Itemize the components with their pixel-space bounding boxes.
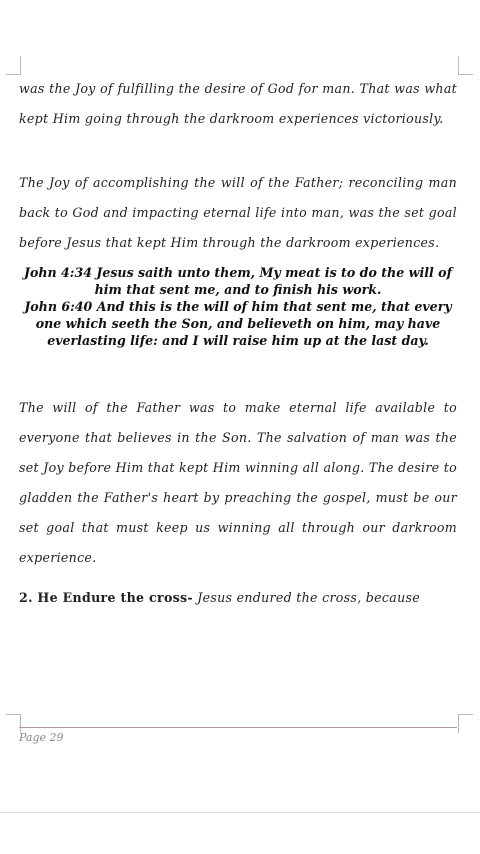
page-corner-mark-top-left (6, 56, 21, 75)
page-corner-mark-top-right (458, 56, 473, 75)
verse-john-6-40: John 6:40 And this is the will of him that sent me, that every one which seeth the Son, and believeth on him, may have everlasting life: and I will raise him up at the last day. (24, 299, 452, 348)
paragraph: The Joy of accomplishing the will of the Father; reconciling man back to God and impacting eternal life into man, was the set goal before Jesus that kept Him through the darkroom experiences. (19, 175, 457, 250)
point-2-text: Jesus endured the cross, because (192, 590, 421, 605)
paragraph: The will of the Father was to make eternal life available to everyone that believes in the Son. The salvation of man was the set Joy before Him that kept Him winning all along. The desire to gladden the Father's heart by preaching the gospel, must be our set goal that must keep us winning all through our darkroom experience. (19, 400, 457, 565)
document-body (19, 74, 457, 613)
scripture-quote (19, 264, 457, 349)
paragraph: was the Joy of fulfilling the desire of God for man. That was what kept Him going through the darkroom experiences victoriously. (19, 81, 457, 126)
page-number: Page 29 (19, 731, 64, 744)
footer-divider (19, 727, 457, 728)
page-bottom-edge (0, 812, 480, 813)
point-2-heading: 2. He Endure the cross- (19, 590, 193, 605)
page-corner-mark-bottom-right (458, 714, 473, 733)
point-2-paragraph (19, 583, 457, 613)
verse-john-4-34: John 4:34 Jesus saith unto them, My meat is to do the will of him that sent me, and to finish his work. (23, 265, 452, 297)
